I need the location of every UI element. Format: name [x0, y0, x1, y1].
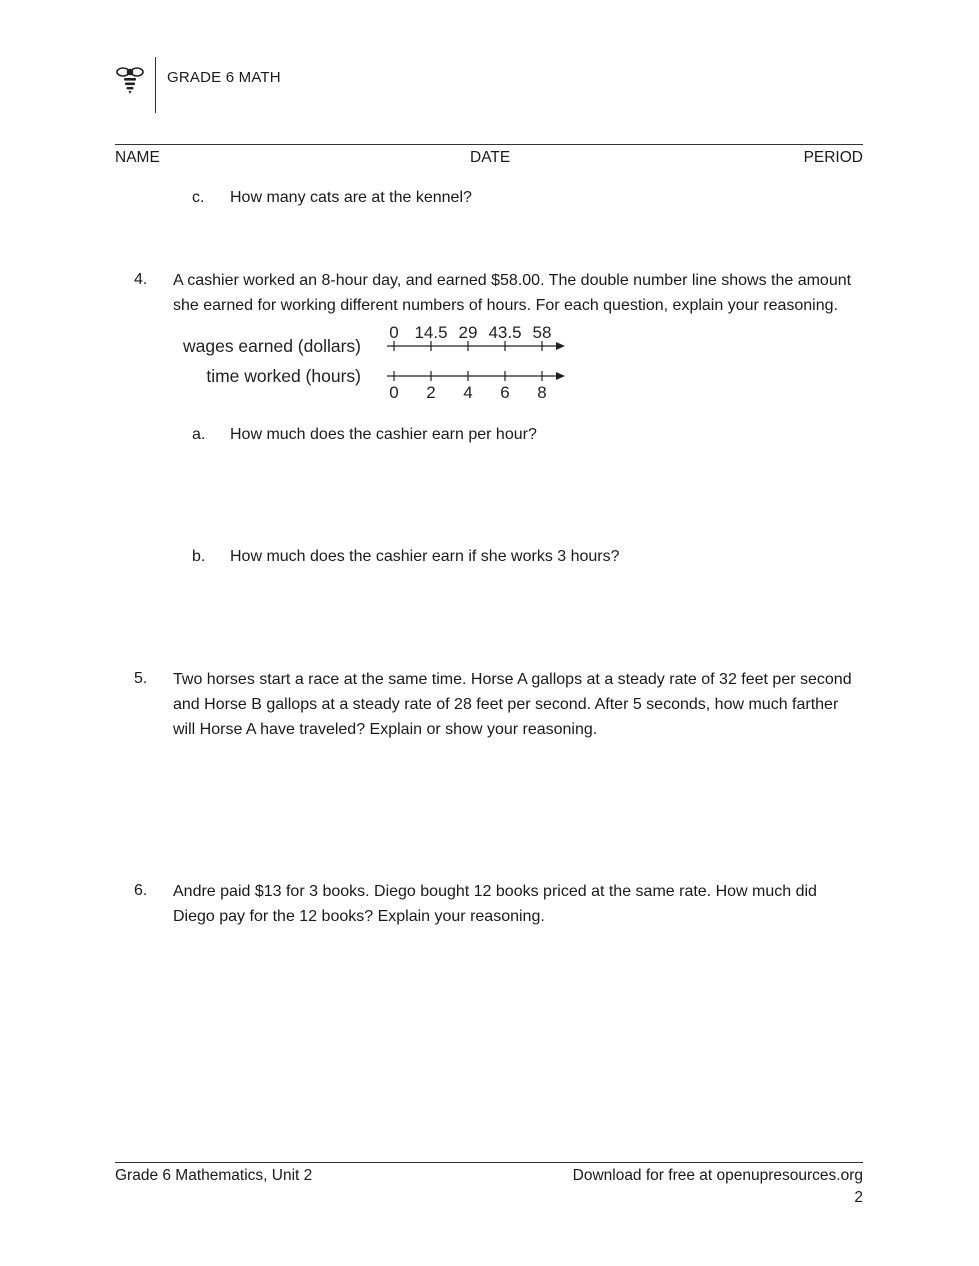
q6-number: 6.	[134, 882, 148, 899]
time-tick-label: 0	[389, 383, 399, 402]
wages-tick-label: 14.5	[414, 323, 448, 342]
wages-tick-label: 29	[458, 323, 478, 342]
header-rule	[115, 144, 863, 145]
line-label-wages: wages earned (dollars)	[182, 336, 361, 356]
q3c-letter: c.	[192, 189, 205, 206]
line-label-time: time worked (hours)	[206, 366, 361, 386]
q4a-text: How much does the cashier earn per hour?	[230, 426, 537, 443]
q4b-letter: b.	[192, 548, 206, 565]
footer-rule	[115, 1162, 863, 1163]
footer-course: Grade 6 Mathematics, Unit 2	[115, 1167, 313, 1184]
q4-text: A cashier worked an 8-hour day, and earned $58.00. The double number line shows the amount she earned for working different numbers of hours. For each question, explain your reasoning.	[173, 272, 852, 314]
time-tick-label: 8	[537, 383, 547, 402]
page-number: 2	[854, 1189, 863, 1206]
q4-number: 4.	[134, 271, 148, 288]
wages-tick-label: 58	[532, 323, 552, 342]
header-divider	[155, 57, 156, 113]
time-tick-label: 2	[426, 383, 436, 402]
q4a-letter: a.	[192, 426, 206, 443]
wages-arrowhead	[556, 342, 565, 350]
period-field-label: PERIOD	[803, 149, 863, 166]
wages-tick-label: 43.5	[488, 323, 522, 342]
footer-download-link[interactable]: Download for free at openupresources.org	[572, 1167, 863, 1184]
q3c-text: How many cats are at the kennel?	[230, 189, 472, 206]
double-number-line	[170, 318, 590, 408]
q5-text: Two horses start a race at the same time. Horse A gallops at a steady rate of 32 feet per second and Horse B gallops at a steady rate of 28 feet per second. After 5 seconds, how much farther will Horse A have traveled? Explain or show your reasoning.	[173, 671, 852, 738]
wages-tick-label: 0	[389, 323, 399, 342]
time-tick-label: 4	[463, 383, 473, 402]
q4b-text: How much does the cashier earn if she works 3 hours?	[230, 548, 620, 565]
q6-text: Andre paid $13 for 3 books. Diego bought 12 books priced at the same rate. How much did Diego pay for the 12 books? Explain your reasoning.	[173, 883, 817, 925]
time-arrowhead	[556, 372, 565, 380]
q5-number: 5.	[134, 670, 148, 687]
bee-icon	[114, 63, 146, 95]
course-title: GRADE 6 MATH	[167, 69, 281, 86]
time-tick-label: 6	[500, 383, 510, 402]
date-field-label: DATE	[470, 149, 511, 166]
name-field-label: NAME	[115, 149, 160, 166]
